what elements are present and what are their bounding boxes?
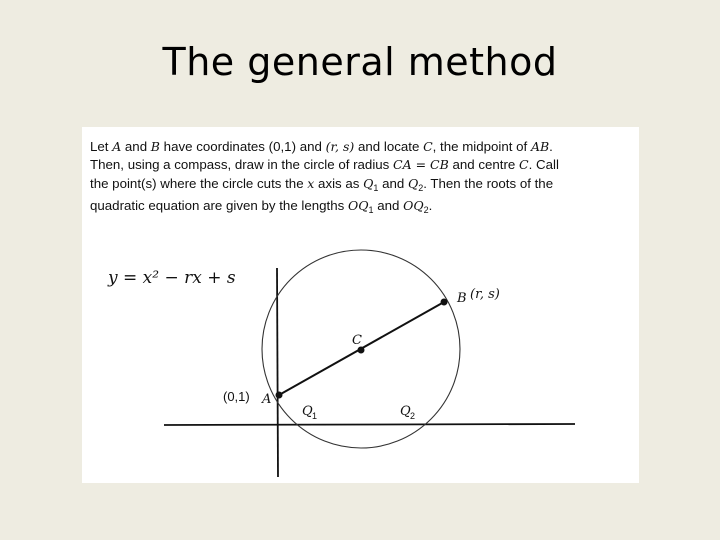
math-C: C	[519, 157, 529, 173]
math-Q1: Q	[363, 175, 374, 191]
text-run: .	[428, 197, 433, 213]
point-B	[441, 299, 448, 306]
math-x: x	[307, 175, 315, 191]
text-run: and	[296, 139, 326, 154]
math-A: A	[112, 139, 122, 154]
text-run: . Call	[528, 157, 559, 173]
math-OQ2: OQ	[403, 197, 424, 213]
slide-title: The general method	[162, 40, 558, 84]
point-A-label: A	[262, 392, 272, 407]
math-Q2: Q	[407, 175, 419, 191]
Q2-label: Q	[400, 404, 411, 419]
math-C: C	[423, 139, 433, 154]
text-run: the point(s) where the circle cuts the	[90, 175, 308, 191]
Q1-label: Q	[302, 404, 313, 419]
text-run: and	[373, 197, 404, 213]
math-subscript: 2	[423, 204, 429, 215]
math-radius: CA = CB	[393, 157, 449, 173]
Q1-subscript: 1	[312, 411, 318, 421]
point-A	[276, 392, 283, 399]
math-subscript: 2	[418, 182, 424, 193]
equation-label: y = x² − rx + s	[108, 268, 236, 288]
Q2-subscript: 2	[410, 411, 416, 421]
math-subscript: 1	[373, 182, 379, 193]
math-OQ1: OQ	[348, 197, 369, 213]
math-B: B	[150, 139, 160, 154]
x-axis	[164, 424, 575, 425]
point-B-coords: (r, s)	[470, 287, 500, 302]
text-run: and	[378, 175, 408, 191]
text-run: and	[121, 139, 151, 154]
text-run: .	[549, 139, 553, 154]
content-panel	[82, 127, 639, 483]
point-C-label: C	[352, 333, 362, 348]
text-run: Let	[90, 139, 113, 154]
text-run: have coordinates	[159, 139, 269, 154]
text-run: . Then the roots of the	[423, 175, 554, 191]
text-run: , the midpoint of	[432, 139, 531, 154]
math-AB: AB	[530, 139, 550, 154]
text-run: Then, using a compass, draw in the circle of radius	[90, 157, 394, 173]
text-run: and centre	[448, 157, 520, 173]
text-run: quadratic equation are given by the lengths	[90, 197, 348, 213]
text-run: and locate	[354, 139, 424, 154]
y-axis	[277, 268, 278, 477]
math-point-a: (0,1)	[268, 139, 296, 154]
point-B-label: B	[457, 291, 467, 306]
text-run: axis as	[314, 175, 364, 191]
construction-diagram	[82, 127, 639, 483]
point-A-coords: (0,1)	[223, 389, 250, 404]
math-subscript: 1	[368, 204, 374, 215]
math-point-b: (r, s)	[325, 139, 355, 154]
